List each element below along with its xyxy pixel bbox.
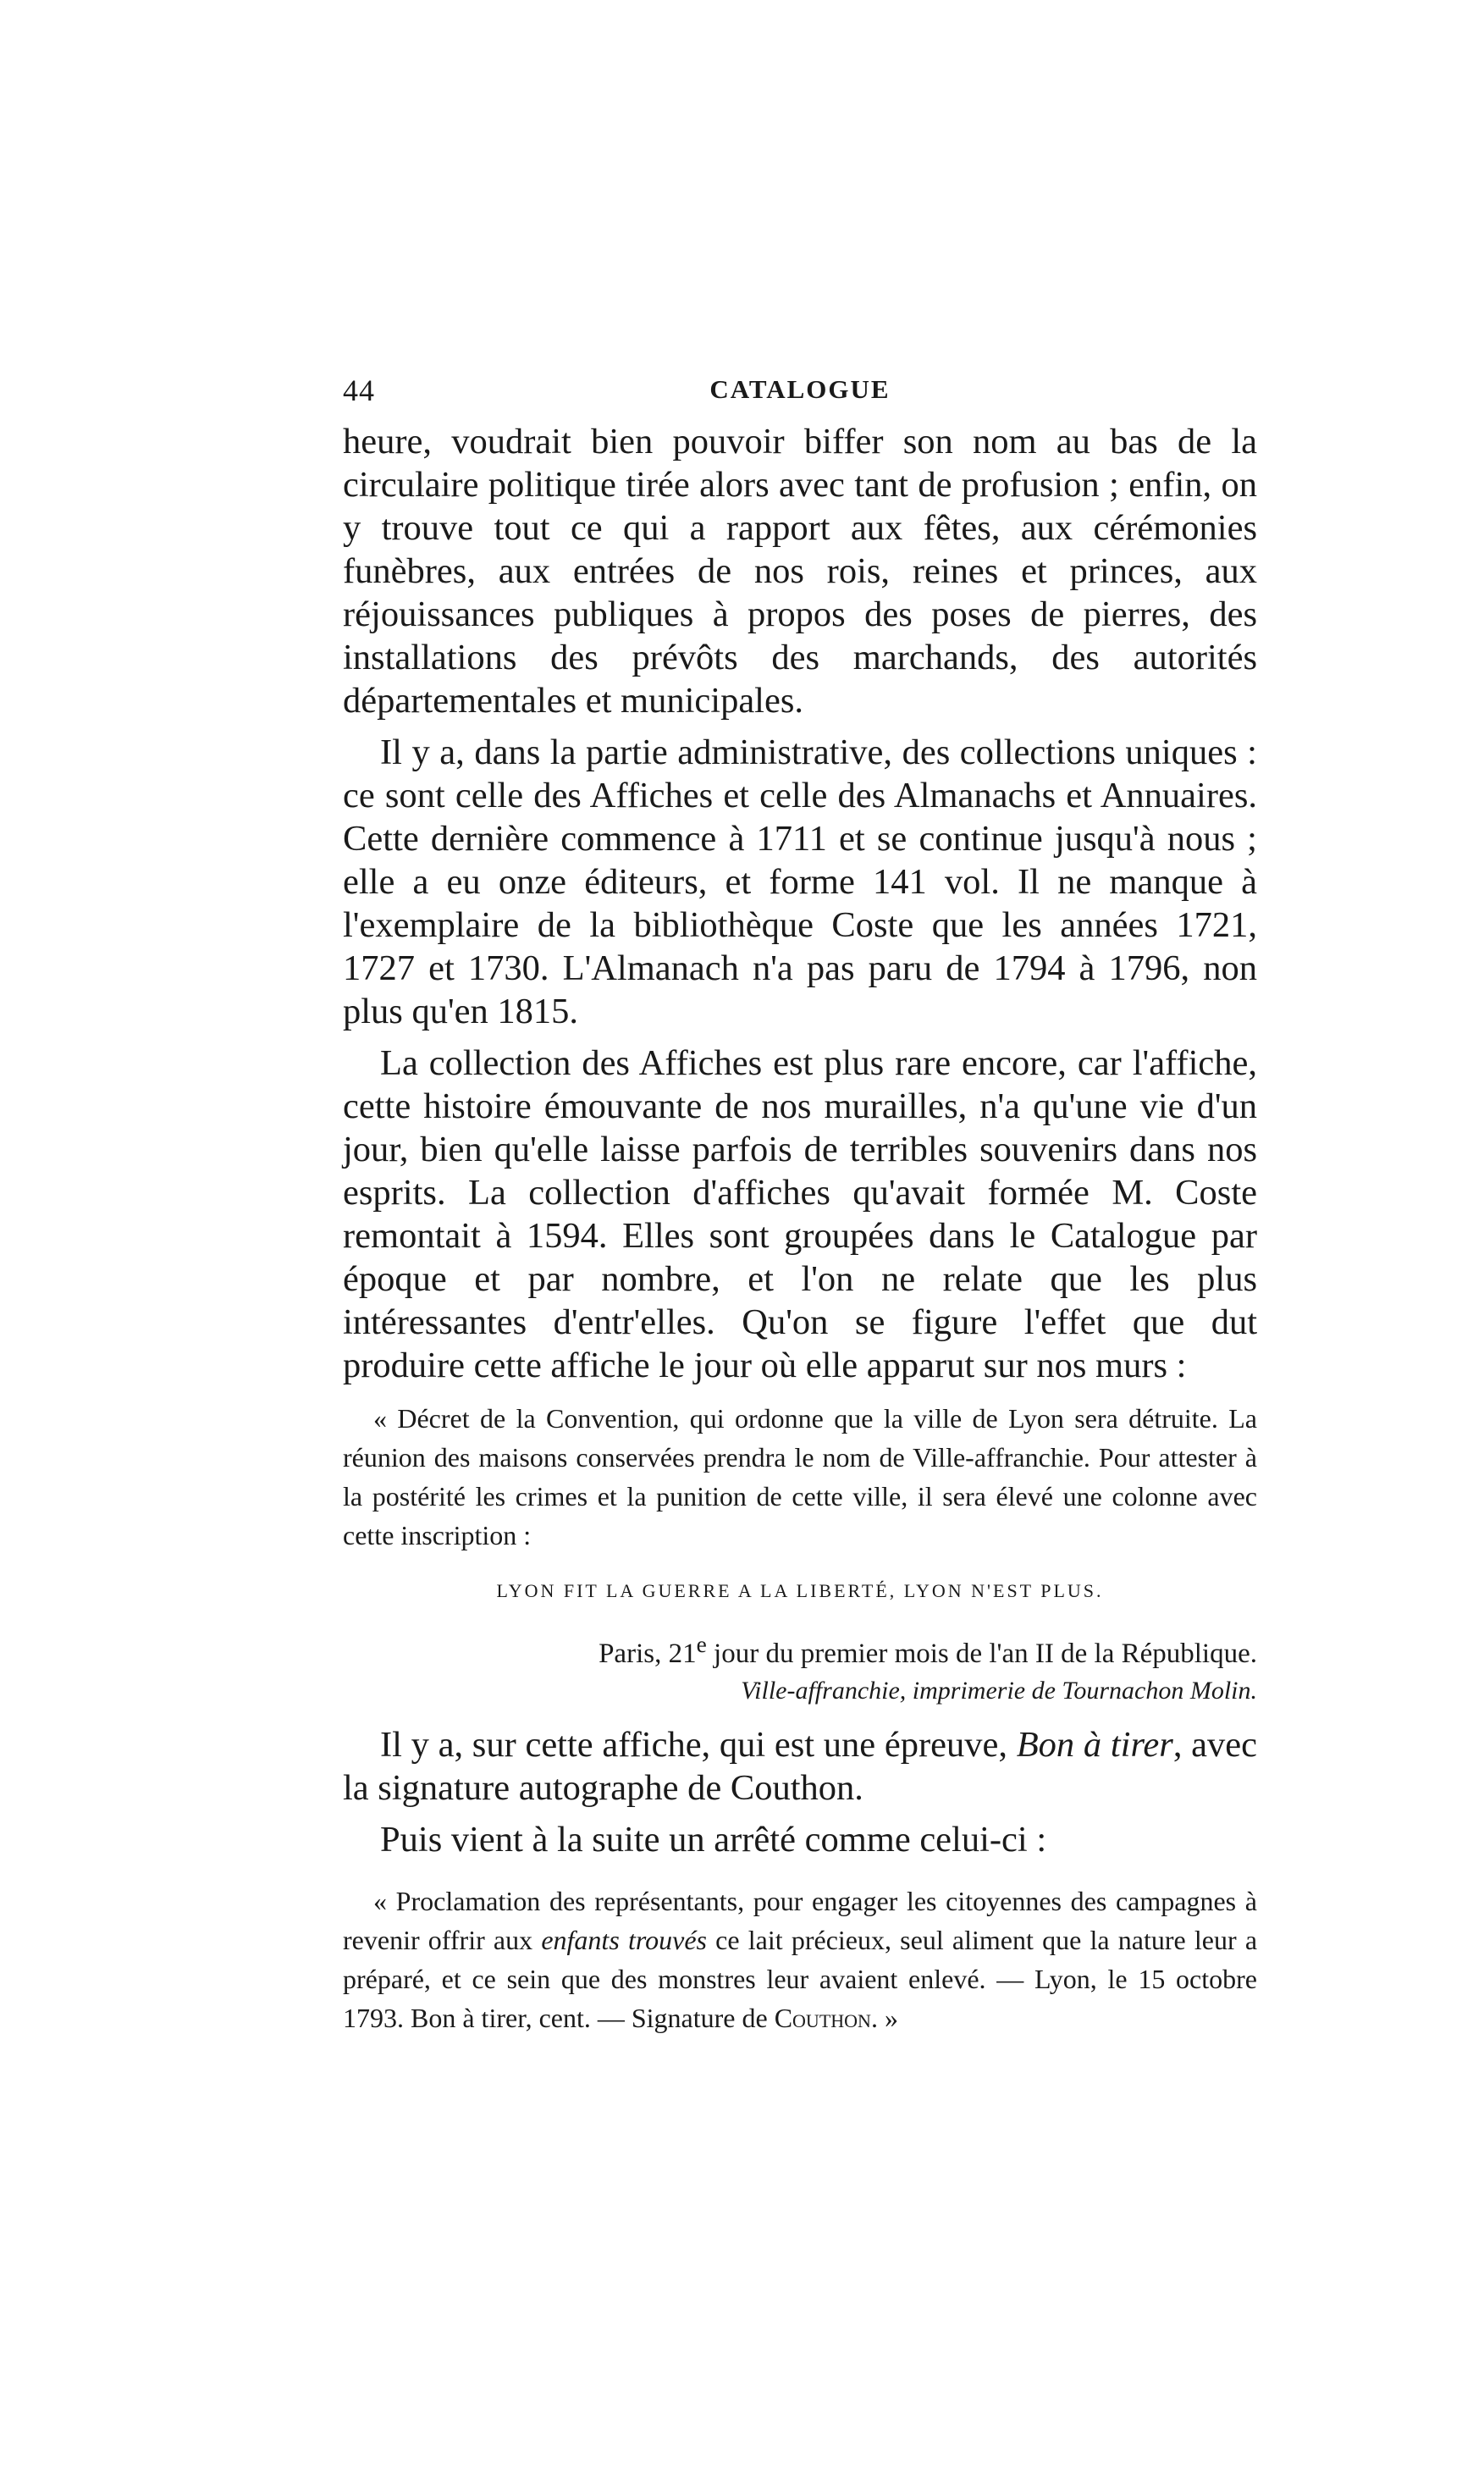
paragraph-4 xyxy=(343,1723,1257,1810)
paragraph-3: La collection des Affiches est plus rare encore, car l'affiche, cette histoire émouvante de nos murailles, n'a qu'une vie d'un jour, bien qu'elle laisse parfois de terribles souvenirs dans nos esprits. La collection d'affiches qu'avait formée M. Coste remontait à 1594. Elles sont groupées dans le Catalogue par époque et par nombre, et l'on ne relate que les plus intéressantes d'entr'elles. Qu'on se figure l'effet que dut produire cette affiche le jour où elle apparut sur nos murs : xyxy=(343,1043,1257,1385)
page xyxy=(343,373,1257,2037)
dateline-republic: de la République. xyxy=(1053,1639,1257,1669)
inscription-motto: LYON FIT LA GUERRE A LA LIBERTÉ, LYON N'EST PLUS. xyxy=(496,1580,1104,1601)
proclamation-middle: ce lait précieux, seul aliment que la nature leur a préparé, et ce sein que des monstres leur avaient enlevé. — Lyon, le 15 octobre 1793. Bon à tirer, cent. — Signature de xyxy=(343,1925,1258,2033)
proclamation-start: « Proclamation des représentants, pour engager les citoyennes des campagnes à revenir offrir aux xyxy=(343,1886,1257,1955)
dateline-place-day: Paris, 21 xyxy=(599,1639,697,1669)
proclamation-quote xyxy=(343,1882,1257,2037)
paragraph-5: Puis vient à la suite un arrêté comme celui-ci : xyxy=(380,1820,1047,1860)
body-text-continued xyxy=(343,1723,1257,1861)
running-title: CATALOGUE xyxy=(709,374,891,404)
proclamation-closing: . » xyxy=(870,2003,898,2033)
body-text xyxy=(343,420,1257,1387)
page-number: 44 xyxy=(343,373,375,407)
paragraph-4-start: Il y a, sur cette affiche, qui est une épreuve, xyxy=(380,1725,1017,1765)
decree-imprint: Ville-affranchie, imprimerie de Tournachon Molin. xyxy=(741,1677,1257,1705)
proclamation-italic: enfants trouvés xyxy=(541,1925,707,1955)
paragraph-4-italic: Bon à tirer xyxy=(1016,1725,1173,1765)
proclamation-text xyxy=(343,1882,1257,2037)
paragraph-1: heure, voudrait bien pouvoir biffer son nom au bas de la circulaire politique tirée alors avec tant de profusion ; enfin, on y trouve tout ce qui a rapport aux fêtes, aux cérémonies funèbres, aux entrées de nos rois, reines et princes, aux réjouissances publiques à propos des poses de pierres, des installations des prévôts des marchands, des autorités départementales et municipales. xyxy=(343,422,1257,721)
dateline-month-year: jour du premier mois de l'an xyxy=(706,1639,1035,1669)
paragraph-2: Il y a, dans la partie administrative, des collections uniques : ce sont celle des Affiches et celle des Almanachs et Annuaires. Cette dernière commence à 1711 et se continue jusqu'à nous ; elle a eu onze éditeurs, et forme 141 vol. Il ne manque à l'exemplaire de la bibliothèque Coste que les années 1721, 1727 et 1730. L'Almanach n'a pas paru de 1794 à 1796, non plus qu'en 1815. xyxy=(343,732,1257,1031)
dateline-year-numeral: II xyxy=(1034,1639,1054,1669)
running-head xyxy=(343,373,1257,420)
decree-dateline xyxy=(343,1626,1257,1672)
decree-text: « Décret de la Convention, qui ordonne que la ville de Lyon sera détruite. La réunion des maisons conservées prendra le nom de Ville-affranchie. Pour attester à la postérité les crimes et la punition de cette ville, il sera élevé une colonne avec cette inscription : xyxy=(343,1403,1257,1550)
dateline-superscript: e xyxy=(696,1631,707,1657)
decree-quote xyxy=(343,1399,1257,1710)
paragraph-4-end: , avec la signature autographe de Couthon. xyxy=(343,1725,1257,1808)
proclamation-signature: Couthon xyxy=(774,2003,871,2033)
